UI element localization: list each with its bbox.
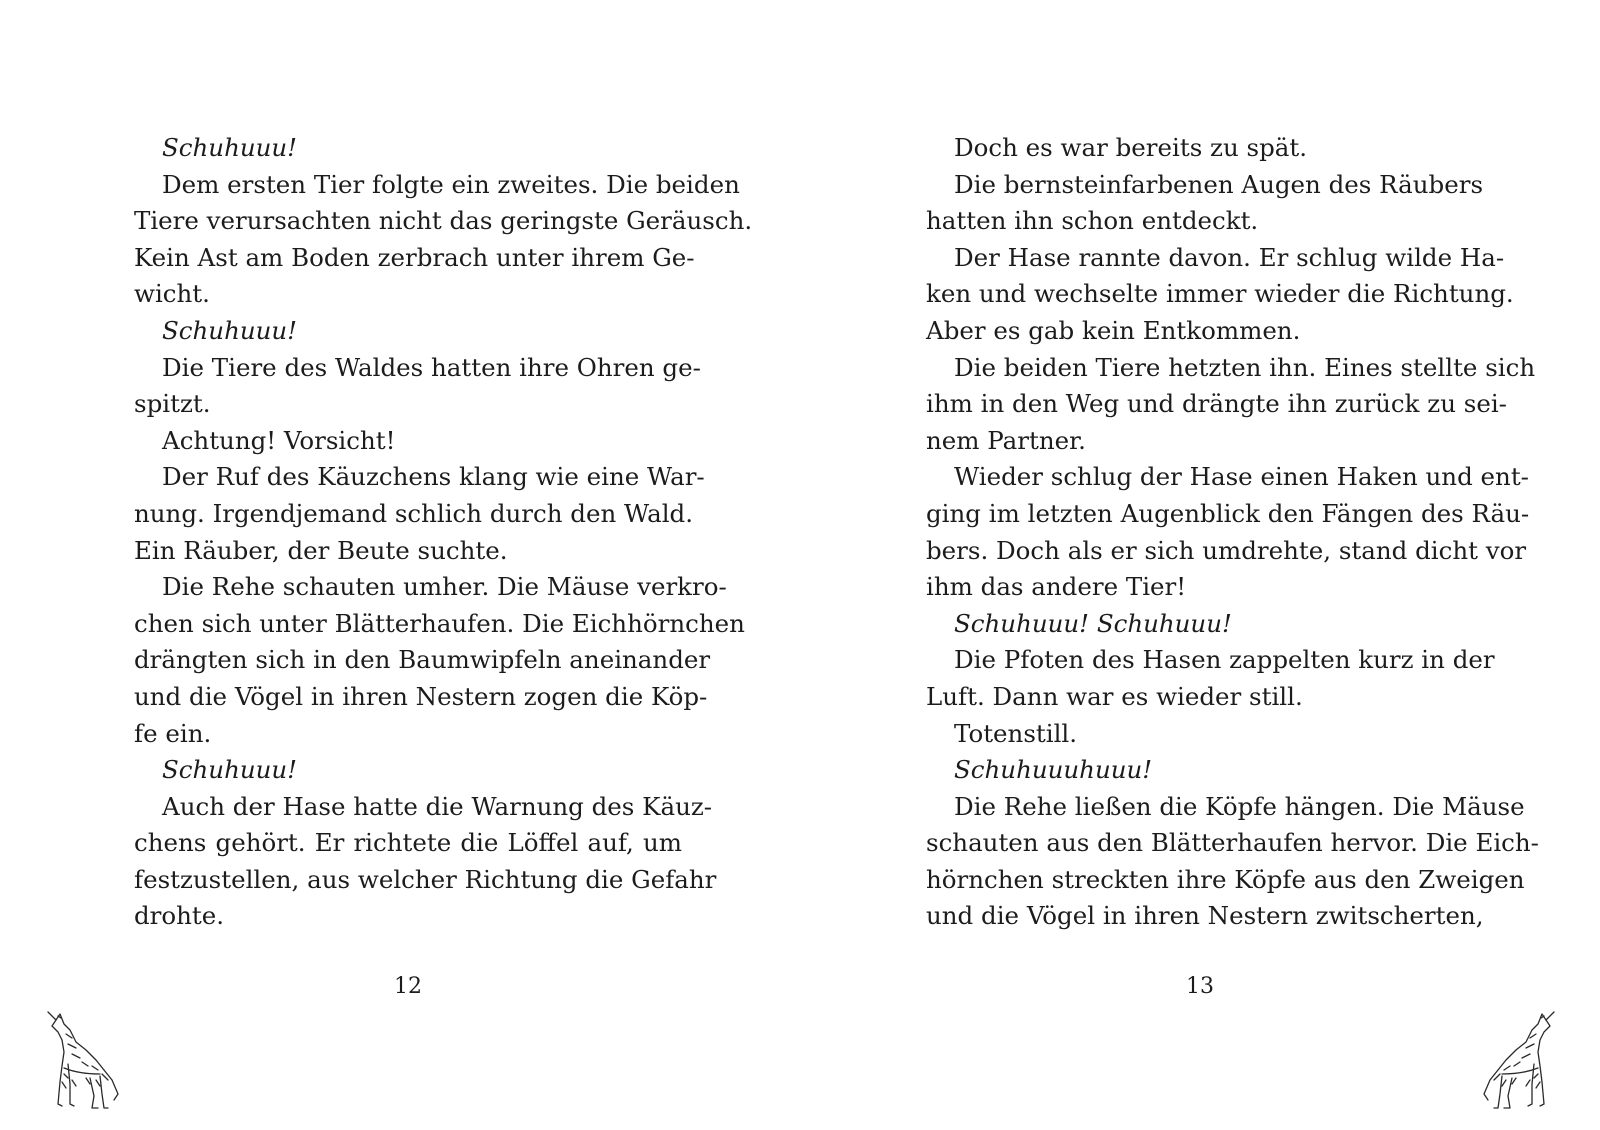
text-line: Die Rehe ließen die Köpfe hängen. Die Mäuse [954, 791, 1525, 821]
text-line: ken und wechselte immer wieder die Richtung. [926, 279, 1514, 309]
text-line: Achtung! Vorsicht! [162, 425, 396, 455]
page-number-right: 13 [1186, 974, 1214, 999]
text-line: Die Rehe schauten umher. Die Mäuse verkro- [162, 572, 727, 602]
left-page-text [134, 130, 753, 935]
text-line: festzustellen, aus welcher Richtung die Gefahr [134, 864, 717, 894]
text-line: nem Partner. [926, 425, 1086, 455]
text-line: ihm in den Weg und drängte ihn zurück zu sei- [926, 389, 1507, 419]
text-line: nung. Irgendjemand schlich durch den Wald. [134, 498, 694, 528]
text-line: und die Vögel in ihren Nestern zwitscherten, [926, 901, 1484, 931]
text-line: Die Tiere des Waldes hatten ihre Ohren ge- [162, 352, 701, 382]
text-line: Die bernsteinfarbenen Augen des Räubers [954, 169, 1484, 199]
text-line: Dem ersten Tier folgte ein zweites. Die beiden [162, 169, 740, 199]
text-line: fe ein. [134, 718, 212, 748]
text-line: Totenstill. [954, 718, 1078, 748]
text-line: Schuhuuu! Schuhuuu! [954, 608, 1232, 638]
text-line: Kein Ast am Boden zerbrach unter ihrem Ge- [134, 242, 695, 272]
text-line: Schuhuuu! [162, 315, 298, 345]
text-line: Wieder schlug der Hase einen Haken und ent- [954, 462, 1529, 492]
howling-wolf-icon [42, 1008, 122, 1114]
text-line: hörnchen streckten ihre Köpfe aus den Zweigen [926, 864, 1525, 894]
text-line: Schuhuuuhuuu! [954, 755, 1153, 785]
text-line: wicht. [134, 279, 210, 309]
howling-wolf-icon [1480, 1008, 1560, 1114]
text-line: drängten sich in den Baumwipfeln aneinander [134, 645, 711, 675]
text-line: bers. Doch als er sich umdrehte, stand dicht vor [926, 535, 1527, 565]
text-line: Die Pfoten des Hasen zappelten kurz in der [954, 645, 1495, 675]
text-line: Ein Räuber, der Beute suchte. [134, 535, 508, 565]
text-line: chen sich unter Blätterhaufen. Die Eichhörnchen [134, 608, 745, 638]
text-line: hatten ihn schon entdeckt. [926, 206, 1259, 236]
right-page-text [926, 130, 1539, 935]
text-line: ging im letzten Augenblick den Fängen des Räu- [926, 498, 1530, 528]
text-line: ihm das andere Tier! [926, 572, 1187, 602]
text-line: spitzt. [134, 389, 211, 419]
text-line: Luft. Dann war es wieder still. [926, 681, 1303, 711]
text-line: Tiere verursachten nicht das geringste Geräusch. [134, 206, 753, 236]
text-line: chens gehört. Er richtete die Löffel auf, um [134, 828, 682, 858]
text-line: Der Hase rannte davon. Er schlug wilde Ha- [954, 242, 1505, 272]
page-number-left: 12 [394, 974, 422, 999]
text-line: Doch es war bereits zu spät. [954, 133, 1308, 162]
text-line: Der Ruf des Käuzchens klang wie eine War- [162, 462, 705, 492]
text-line: Auch der Hase hatte die Warnung des Käuz- [162, 791, 713, 821]
text-line: Aber es gab kein Entkommen. [926, 315, 1301, 345]
text-line: drohte. [134, 901, 225, 931]
text-line: schauten aus den Blätterhaufen hervor. Die Eich- [926, 828, 1539, 858]
text-line: Schuhuuu! [162, 133, 298, 162]
text-line: Schuhuuu! [162, 755, 298, 785]
text-line: und die Vögel in ihren Nestern zogen die Köp- [134, 681, 708, 711]
text-line: Die beiden Tiere hetzten ihn. Eines stellte sich [954, 352, 1536, 382]
